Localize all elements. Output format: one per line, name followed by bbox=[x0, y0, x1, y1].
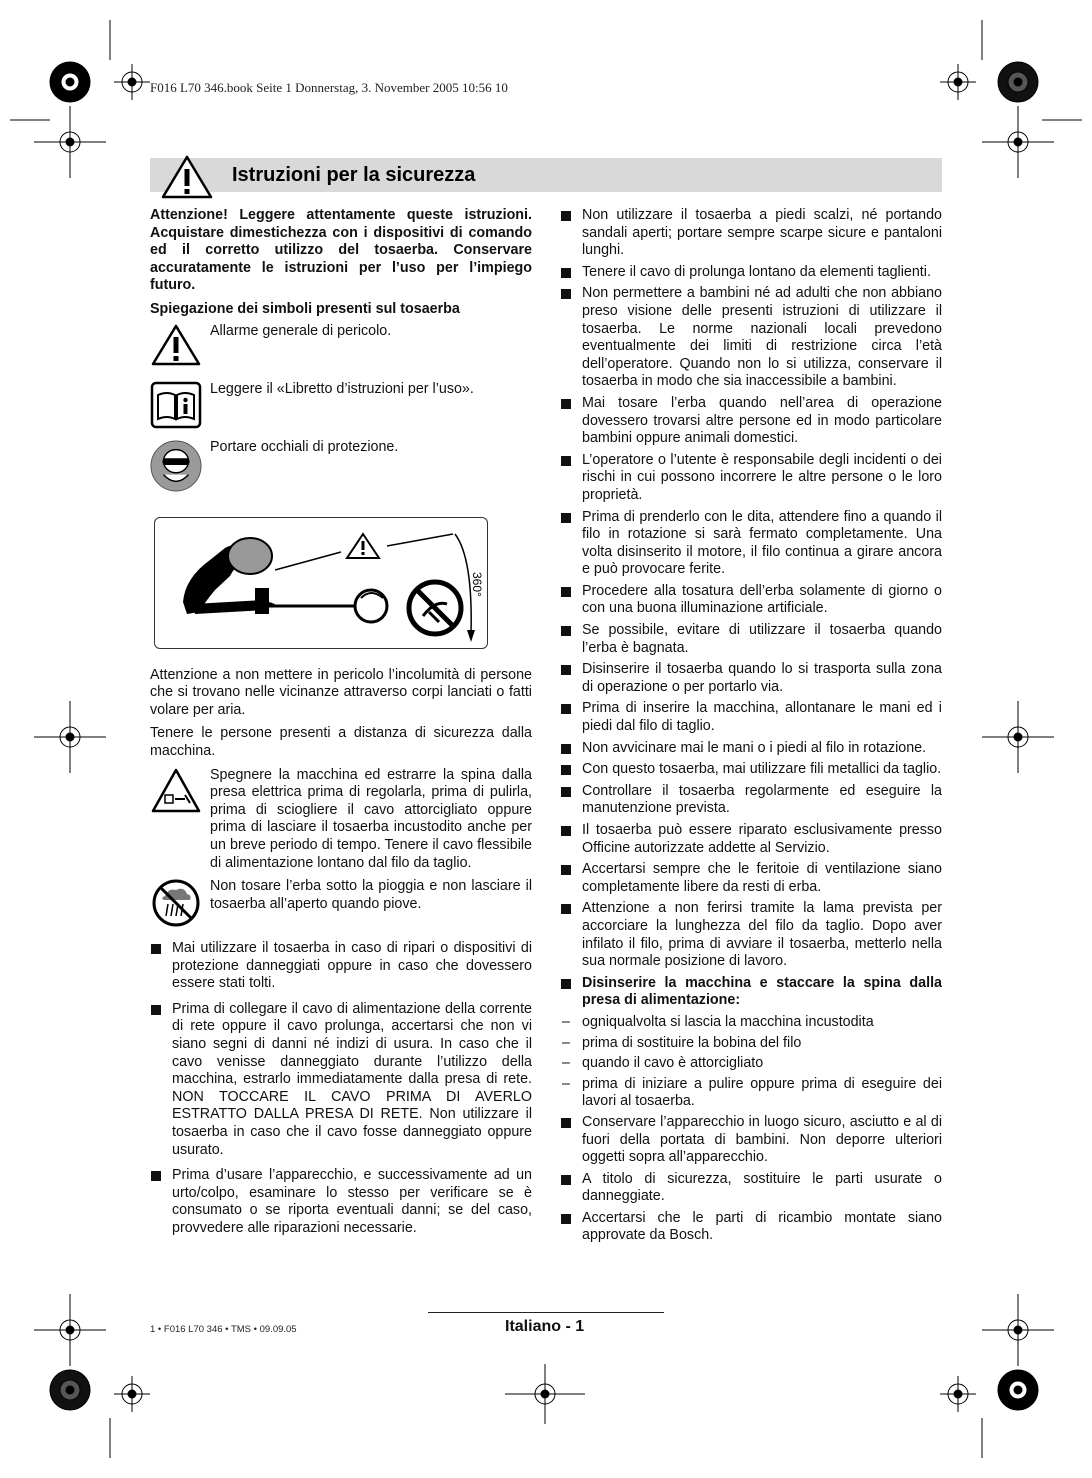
trimmer-safety-figure bbox=[154, 517, 488, 649]
safety-bullet: Procedere alla tosatura dell’erba solamente di giorno o con una buona illuminazione artificiale. bbox=[560, 583, 942, 618]
symbol-text: Non tosare l’erba sotto la pioggia e non lasciare il tosaerba all’aperto quando piove. bbox=[210, 878, 532, 912]
symbol-row bbox=[150, 767, 532, 873]
safety-bullet: Prima di prenderlo con le dita, attendere fino a quando il filo in rotazione si sarà fermato completamente. Una volta disinserito il motore, il filo continua a girare ancora e può provocare ferite. bbox=[560, 509, 942, 579]
safety-bullet: Prima di inserire la macchina, allontanare le mani ed i piedi dal filo di taglio. bbox=[560, 700, 942, 735]
safety-bullet: L’operatore o l’utente è responsabile degli incidenti o dei rischi in cui possono incorrere le altre persone o le loro proprietà. bbox=[560, 452, 942, 505]
page-title: Istruzioni per la sicurezza bbox=[232, 164, 476, 186]
page-number: Italiano - 1 bbox=[505, 1318, 585, 1335]
safety-bullet: Se possibile, evitare di utilizzare il tosaerba quando l’erba è bagnata. bbox=[560, 622, 942, 657]
symbol-text: Leggere il «Libretto d’istruzioni per l’uso». bbox=[210, 380, 474, 397]
footer-rule bbox=[428, 1312, 664, 1313]
safety-bullet: Conservare l’apparecchio in luogo sicuro, asciutto e al di fuori della portata di bambini. Non deporre ulteriori oggetti sopra all’apparecchio. bbox=[560, 1114, 942, 1167]
symbol-text: Spegnere la macchina ed estrarre la spina dalla presa elettrica prima di regolarla, prima di pulirla, prima di sciogliere il cavo attorcigliato oppure prima di lasciare il tosaerba incustodito anche per un breve periodo di tempo. Tenere il cavo flessibile di alimentazione lontano dal filo da taglio. bbox=[210, 766, 532, 871]
safety-bullet: Mai utilizzare il tosaerba in caso di ripari o dispositivi di protezione danneggiati oppure in caso che dovessero essere stati tolti. bbox=[150, 940, 532, 993]
symbol-text: Portare occhiali di protezione. bbox=[210, 438, 399, 455]
safety-bullet: A titolo di sicurezza, sostituire le parti usurate o danneggiate. bbox=[560, 1171, 942, 1206]
safety-bullet: Prima d’usare l’apparecchio, e successivamente ad un urto/colpo, esaminare lo stesso per verificare se è consumato o se riporta eventuali danni; se del caso, provvedere alle riparazioni necessarie. bbox=[150, 1167, 532, 1237]
safety-bullet: Accertarsi che le parti di ricambio montate siano approvate da Bosch. bbox=[560, 1210, 942, 1245]
safety-bullet: Prima di collegare il cavo di alimentazione della corrente di rete oppure il cavo prolunga, accertarsi che non vi siano segni di danni né indizi di usura. In caso che il cavo venisse danneggiato durante l’utilizzo della macchina, estrarlo immediatamente dalla presa di rete. NON TOCCARE IL CAVO PRIMA DI AVERLO ESTRATTO DALLA PRESA DI RETE. Non utilizzare il tosaerba in caso che il cavo fosse danneggiato oppure usurato. bbox=[150, 1001, 532, 1159]
safety-bullet: Non permettere a bambini né ad adulti che non abbiano preso visione delle presenti istruzioni di utilizzare il tosaerba. Le norme nazionali locali prevedono eventualmente dei limiti di restrizione circa l’età dell’operatore. Quando non lo si utilizza, conservare il tosaerba in modo che sia inaccessibile a bambini. bbox=[560, 285, 942, 391]
unplug-warning-icon bbox=[150, 767, 202, 815]
no-rain-icon bbox=[150, 878, 202, 928]
symbol-text: Allarme generale di pericolo. bbox=[210, 322, 392, 339]
safety-bullet: Non utilizzare il tosaerba a piedi scalzi, né portando sandali aperti; portare sempre scarpe sicure e pantaloni lunghi. bbox=[560, 207, 942, 260]
safety-bullet: Attenzione a non ferirsi tramite la lama prevista per accorciare la lunghezza del filo da taglio. Dopo aver infilato il filo, prima di avviare il tosaerba, metterlo nella sua normale posizione di lavoro. bbox=[560, 900, 942, 970]
symbol-row bbox=[150, 878, 532, 928]
paragraph-distance: Tenere le persone presenti a distanza di sicurezza dalla macchina. bbox=[150, 725, 532, 759]
warning-triangle-icon bbox=[150, 323, 202, 367]
trimmer-illustration bbox=[155, 518, 487, 648]
left-column bbox=[150, 207, 532, 1242]
intro-warning: Attenzione! Leggere attentamente queste istruzioni. Acquistare dimestichezza con i dispositivi di comando ed il corretto utilizzo del tosaerba. Conservare accuratamente le istruzioni per l’uso per l’impiego futuro. bbox=[150, 207, 532, 294]
dash-item: – quando il cavo è attorcigliato bbox=[560, 1055, 942, 1073]
rotation-angle-label: 360° bbox=[470, 571, 484, 597]
manual-book-icon bbox=[150, 381, 202, 429]
safety-bullet: Non avvicinare mai le mani o i piedi al filo in rotazione. bbox=[560, 740, 942, 758]
safety-bullet: Mai tosare l’erba quando nell’area di operazione dovessero trovarsi altre persone ed in modo particolare bambini oppure animali domestici. bbox=[560, 395, 942, 448]
unplug-bullet-heading: Disinserire la macchina e staccare la spina dalla presa di alimentazione: bbox=[560, 975, 942, 1010]
safety-bullet: Il tosaerba può essere riparato esclusivamente presso Officine autorizzate addette al Servizio. bbox=[560, 822, 942, 857]
symbol-row bbox=[150, 381, 532, 433]
dash-item: – ogniqualvolta si lascia la macchina incustodita bbox=[560, 1014, 942, 1032]
symbols-heading: Spiegazione dei simboli presenti sul tosaerba bbox=[150, 300, 460, 317]
dash-item: – prima di sostituire la bobina del filo bbox=[560, 1035, 942, 1053]
symbol-row bbox=[150, 439, 532, 495]
paragraph-thrown-objects: Attenzione a non mettere in pericolo l’incolumità di persone che si trovano nelle vicinanze attraverso corpi lanciati o fatti volare per aria. bbox=[150, 666, 532, 718]
footer-code: 1 • F016 L70 346 • TMS • 09.09.05 bbox=[150, 1324, 297, 1335]
safety-bullet: Con questo tosaerba, mai utilizzare fili metallici da taglio. bbox=[560, 761, 942, 779]
warning-triangle-icon bbox=[160, 154, 214, 200]
safety-bullet: Tenere il cavo di prolunga lontano da elementi taglienti. bbox=[560, 264, 942, 282]
dash-item: – prima di iniziare a pulire oppure prima di eseguire dei lavori al tosaerba. bbox=[560, 1076, 942, 1111]
right-column bbox=[560, 207, 942, 1249]
safety-bullet: Disinserire il tosaerba quando lo si trasporta sulla zona di operazione o per portarlo via. bbox=[560, 661, 942, 696]
symbol-row bbox=[150, 323, 532, 375]
print-info-header: F016 L70 346.book Seite 1 Donnerstag, 3. November 2005 10:56 10 bbox=[150, 80, 508, 95]
safety-bullet: Accertarsi sempre che le feritoie di ventilazione siano completamente libere da resti di erba. bbox=[560, 861, 942, 896]
safety-bullet: Controllare il tosaerba regolarmente ed eseguire la manutenzione prevista. bbox=[560, 783, 942, 818]
safety-goggles-icon bbox=[150, 439, 202, 493]
